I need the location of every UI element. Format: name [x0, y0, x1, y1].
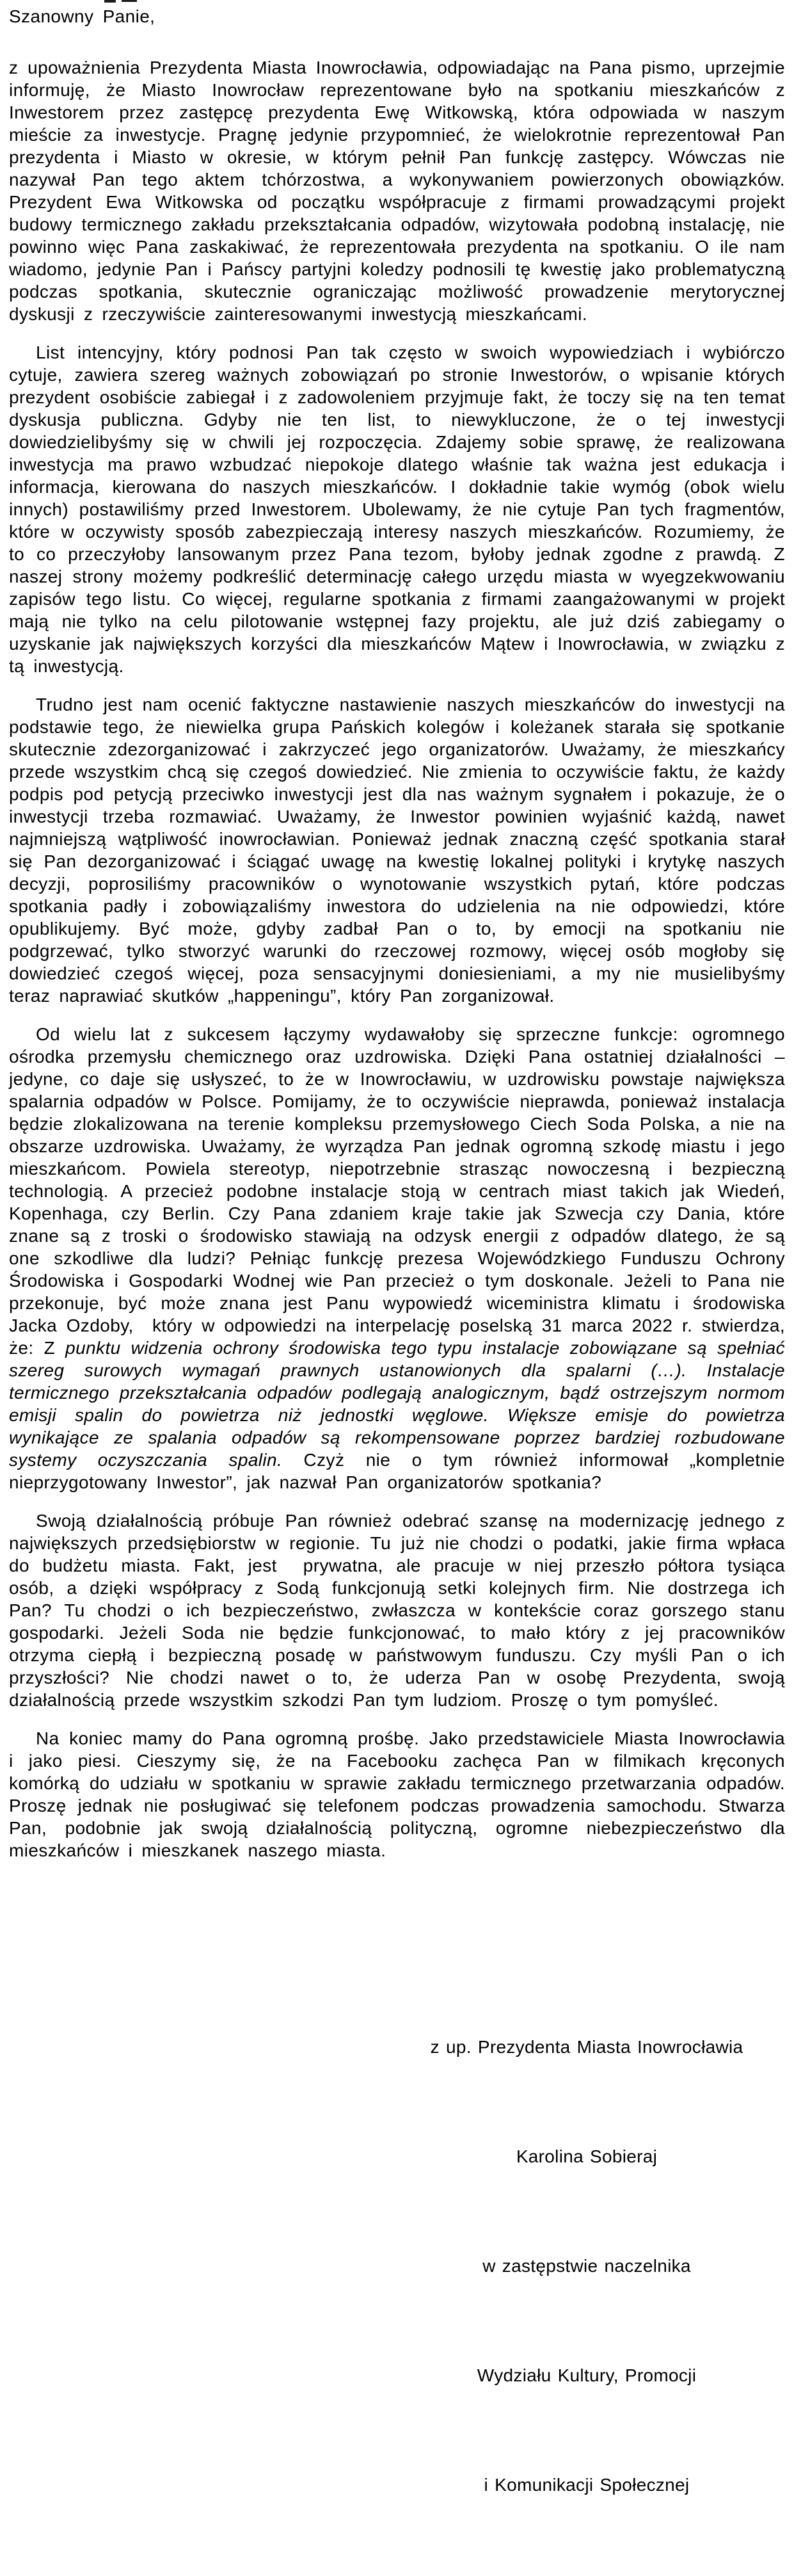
signature-authority: z up. Prezydenta Miasta Inowrocławia	[430, 2037, 743, 2057]
signature-block	[388, 1956, 785, 2576]
signature-name: Karolina Sobieraj	[516, 2146, 658, 2166]
letter-paragraph-3: Trudno jest nam ocenić faktyczne nastawienie naszych mieszkańców do inwestycji na podstawie tego, że niewielka grupa Pańskich kolegów i koleżanek starała się spotkanie skutecznie zdezorganizować i zakrzyczeć jego organizatorów. Uważamy, że mieszkańcy przede wszystkim chcą się czegoś dowiedzieć. Nie zmienia to oczywiście faktu, że każdy podpis pod petycją przeciwko inwestycji jest dla nas ważnym sygnałem i pokazuje, że o inwestycji trzeba rozmawiać. Uważamy, że Inwestor powinien wyjaśnić każdą, nawet najmniejszą wątpliwość inowrocławian. Ponieważ jednak znaczną część spotkania starał się Pan dezorganizować i ściągać uwagę na kwestię lokalnej polityki i krytykę naszych decyzji, poprosiliśmy pracowników o wynotowanie wszystkich pytań, które podczas spotkania padły i zobowiązaliśmy inwestora do udzielenia na nie odpowiedzi, które opublikujemy. Być może, gdyby zadbał Pan o to, by emocji na spotkaniu nie podgrzewać, tylko stworzyć warunki do rzeczowej rozmowy, więcej osób mogłoby się dowiedzieć czegoś więcej, poza sensacyjnymi doniesieniami, a my nie musielibyśmy teraz naprawiać skutków „happeningu”, który Pan zorganizował.	[9, 695, 794, 1006]
signature-role-3: i Komunikacji Społecznej	[484, 2475, 690, 2495]
scan-artifact	[104, 0, 116, 3]
signature-role-1: w zastępstwie naczelnika	[482, 2256, 691, 2276]
letter-paragraph-2: List intencyjny, który podnosi Pan tak często w swoich wypowiedziach i wybiórczo cytuje, zawiera szereg ważnych zobowiązań po stronie Inwestorów, o wpisanie których prezydent osobiście zabiegał i z zadowoleniem przyjmuje fakt, że toczy się na ten temat dyskusja publiczna. Gdyby nie ten list, to niewykluczone, że o tej inwestycji dowiedzielibyśmy się w chwili jej rozpoczęcia. Zdajemy sobie sprawę, że realizowana inwestycja ma prawo wzbudzać niepokoje dlatego właśnie tak ważna jest edukacja i informacja, kierowana do naszych mieszkańców. I dokładnie takie wymóg (obok wielu innych) postawiliśmy przed Inwestorem. Ubolewamy, że nie cytuje Pan tych fragmentów, które w oczywisty sposób zabezpieczają interesy naszych mieszkańców. Rozumiemy, że to co przeczyłoby lansowanym przez Pana tezom, byłoby jednak zgodne z prawdą. Z naszej strony możemy podkreślić determinację całego urzędu miasta w wyegzekwowaniu zapisów tego listu. Co więcej, regularne spotkania z firmami zaangażowanymi w projekt mają nie tylko na celu pilotowanie wstępnej fazy projektu, ale już dziś zabiegamy o uzyskanie jak największych korzyści dla mieszkańców Mątew i Inowrocławia, w związku z tą inwestycją.	[9, 342, 794, 676]
salutation: Szanowny Panie,	[9, 6, 155, 26]
signature-role-2: Wydziału Kultury, Promocji	[477, 2365, 697, 2385]
letter-paragraph-4	[9, 1023, 794, 1493]
letter-paragraph-5: Swoją działalnością próbuje Pan również odebrać szansę na modernizację jednego z największych przedsiębiorstw w regionie. Tu już nie chodzi o podatki, jakie firma wpłaca do budżetu miasta. Fakt, jest prywatna, ale pracuje w niej przeszło półtora tysiąca osób, a dzięki współpracy z Sodą funkcjonują setki kolejnych firm. Nie dostrzega ich Pan? Tu chodzi o ich bezpieczeństwo, zwłaszcza w kontekście coraz gorszego stanu gospodarki. Jeżeli Soda nie będzie funkcjonować, to mało który z jej pracowników otrzyma ciepłą i bezpieczną posadę w państwowym funduszu. Czy myśli Pan o ich przyszłości? Nie chodzi nawet o to, że uderza Pan w osobę Prezydenta, swoją działalnością przede wszystkim szkodzi Pan tym ludziom. Proszę o tym pomyśleć.	[9, 1511, 794, 1710]
body-text: Od wielu lat z sukcesem łączymy wydawałoby się sprzeczne funkcje: ogromnego ośrodka przemysłu chemicznego oraz uzdrowiska. Dzięki Pana ostatniej działalności – jedyne, co daje się usłyszeć, to że w Inowrocławiu, w uzdrowisku powstaje największa spalarnia odpadów w Polsce. Pomijamy, że to oczywiście nieprawda, ponieważ instalacja będzie zlokalizowana na terenie kompleksu przemysłowego Ciech Soda Polska, a nie na obszarze uzdrowiska. Uważamy, że wyrządza Pan jednak ogromną szkodę miastu i jego mieszkańcom. Powiela stereotyp, niepotrzebnie strasząc nowoczesną i bezpieczną technologią. A przecież podobne instalacje stoją w centrach miast takich jak Wiedeń, Kopenhaga, czy Berlin. Czy Pana zdaniem kraje takie jak Szwecja czy Dania, które znane są z troski o środowisko stawiają na odzysk energii z odpadów dlatego, że są one szkodliwe dla ludzi? Pełniąc funkcję prezesa Wojewódzkiego Funduszu Ochrony Środowiska i Gospodarki Wodnej wie Pan przecież o tym doskonale. Jeżeli to Pana nie przekonuje, być może znana jest Panu wypowiedź wiceministra klimatu i środowiska Jacka Ozdoby, który w odpowiedzi na interpelację poselską 31 marca 2022 r. stwierdza, że: Z	[9, 1024, 794, 1358]
letter-paragraph-6: Na koniec mamy do Pana ogromną prośbę. Jako przedstawiciele Miasta Inowrocławia i jako piesi. Cieszymy się, że na Facebooku zachęca Pan w filmikach kręconych komórką do udziału w spotkaniu w sprawie zakładu termicznego przetwarzania odpadów. Proszę jednak nie posługiwać się telefonem podczas prowadzenia samochodu. Stwarza Pan, podobnie jak swoją działalnością polityczną, ogromne niebezpieczeństwo dla mieszkańców i mieszkanek naszego miasta.	[9, 1728, 794, 1860]
body-text: Czyż nie o tym również informował „kompletnie nieprzygotowany Inwestor”, jak nazwał Pan organizatorów spotkania?	[9, 1450, 794, 1492]
letter-paragraph-1: z upoważnienia Prezydenta Miasta Inowrocławia, odpowiadając na Pana pismo, uprzejmie informuję, że Miasto Inowrocław reprezentowane było na spotkaniu mieszkańców z Inwestorem przez zastępcę prezydenta Ewę Witkowską, która odpowiada w naszym mieście za inwestycje. Pragnę jedynie przypomnieć, że wielokrotnie reprezentował Pan prezydenta i Miasto w okresie, w którym pełnił Pan funkcję zastępcy. Wówczas nie nazywał Pan tego aktem tchórzostwa, a wykonywaniem powierzonych obowiązków. Prezydent Ewa Witkowska od początku współpracuje z firmami prowadzącymi projekt budowy termicznego zakładu przekształcania odpadów, wizytowała podobną instalację, nie powinno więc Pana zaskakiwać, że reprezentowała prezydenta na spotkaniu. O ile nam wiadomo, jedynie Pan i Pańscy partyjni koledzy podnosili tę kwestię jako problematyczną podczas spotkania, skutecznie ograniczając możliwość prowadzenie merytorycznej dyskusji z rzeczywiście zainteresowanymi inwestycją mieszkańcami.	[9, 58, 794, 324]
quoted-italic-text: punktu widzenia ochrony środowiska tego typu instalacje zobowiązane są spełniać szereg surowych wymagań prawnych ustanowionych dla spalarni (…). Instalacje termicznego przekształcania odpadów podlegają analogicznym, bądź ostrzejszym normom emisji spalin do powietrza niż jednostki węglowe. Większe emisje do powietrza wynikające ze spalania odpadów są rekompensowane poprzez bardziej rozbudowane systemy oczyszczania spalin.	[9, 1338, 794, 1470]
scan-artifact	[122, 0, 137, 2]
